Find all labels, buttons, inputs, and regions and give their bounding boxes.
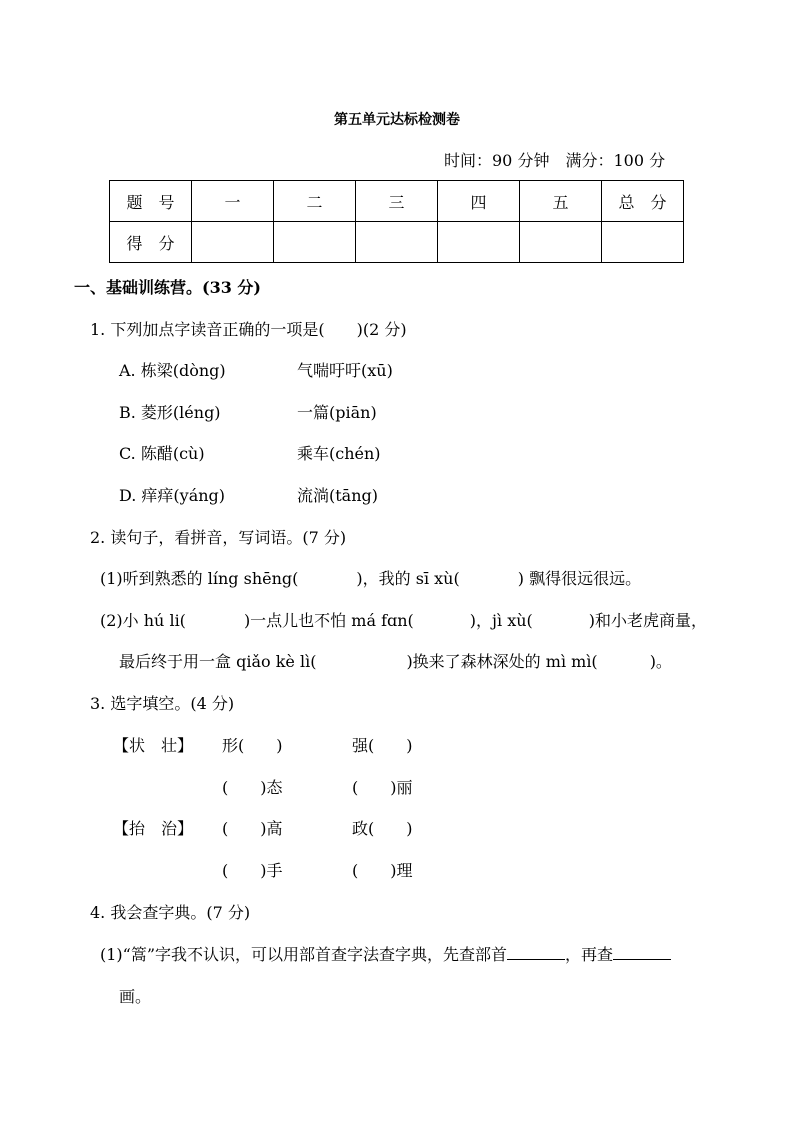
q1-option-c-left: C. 陈醋(cù) [119, 444, 205, 463]
q2-l1-part-a: (1)听到熟悉的 líng shēng( [100, 569, 299, 588]
q1-option-b-left: B. 菱形(léng) [119, 403, 221, 422]
q4-part-1-line-2: 画。 [119, 987, 152, 1006]
q2-line-2 [100, 608, 707, 631]
q2-l2-part-c: )，jì xù( [469, 611, 533, 630]
exam-time: 时间：90 分钟 [444, 151, 550, 170]
q3-blank-li[interactable]: ( )丽 [352, 778, 413, 797]
exam-full-score: 满分：100 分 [565, 151, 666, 170]
q3-blank-gao[interactable]: ( )高 [222, 819, 283, 838]
question-4-stem: 4. 我会查字典。(7 分) [90, 903, 251, 922]
score-table [109, 180, 684, 263]
q2-l3-part-c: )。 [649, 652, 672, 671]
section-heading: 一、基础训练营。(33 分) [74, 278, 261, 297]
exam-title: 第五单元达标检测卷 [334, 112, 460, 128]
score-row-label: 得 分 [110, 222, 192, 263]
question-1-stem: 1. 下列加点字读音正确的一项是( )(2 分) [90, 320, 407, 339]
q1-option-a-left: A. 栋梁(dòng) [119, 361, 226, 380]
score-header-3: 三 [356, 181, 438, 222]
q2-l1-part-c: ) 飘得很远很远。 [517, 569, 642, 588]
score-table-header-row [110, 181, 684, 222]
q4-p1-text-a: (1)“篙”字我不认识，可以用部首查字法查字典，先查部首 [100, 945, 508, 964]
q3-blank-xing[interactable]: 形( ) [222, 736, 283, 755]
q1-option-a-right: 气喘吁吁(xū) [297, 361, 393, 380]
q1-option-c-right: 乘车(chén) [297, 444, 381, 463]
q3-blank-zheng[interactable]: 政( ) [352, 819, 413, 838]
q3-blank-li2[interactable]: ( )理 [352, 861, 413, 880]
q1-option-b-right: 一篇(piān) [297, 403, 377, 422]
score-cell-total[interactable] [602, 222, 684, 263]
score-header-4: 四 [438, 181, 520, 222]
question-2-stem: 2. 读句子，看拼音，写词语。(7 分) [90, 528, 347, 547]
score-header-1: 一 [192, 181, 274, 222]
q2-l2-part-b: )一点儿也不怕 má fɑn( [243, 611, 414, 630]
q2-l2-part-d: )和小老虎商量， [588, 611, 708, 630]
exam-meta [444, 148, 665, 171]
score-cell-4[interactable] [438, 222, 520, 263]
question-3-stem: 3. 选字填空。(4 分) [90, 694, 235, 713]
q2-l3-part-b: )换来了森林深处的 mì mì( [406, 652, 598, 671]
score-cell-5[interactable] [520, 222, 602, 263]
score-cell-1[interactable] [192, 222, 274, 263]
score-cell-2[interactable] [274, 222, 356, 263]
q2-line-3 [119, 649, 672, 672]
q3-group-1-label: 【状 壮】 [113, 736, 194, 755]
score-header-total: 总 分 [602, 181, 684, 222]
q4-blank-radical[interactable] [507, 945, 565, 960]
q4-blank-strokes[interactable] [613, 945, 671, 960]
q2-l1-part-b: )，我的 sī xù( [356, 569, 460, 588]
q1-option-d-left: D. 痒痒(yáng) [119, 486, 226, 505]
score-cell-3[interactable] [356, 222, 438, 263]
q4-part-1-line [100, 942, 671, 965]
q3-blank-shou[interactable]: ( )手 [222, 861, 283, 880]
score-header-label: 题 号 [110, 181, 192, 222]
score-header-2: 二 [274, 181, 356, 222]
score-table-score-row [110, 222, 684, 263]
q3-blank-tai[interactable]: ( )态 [222, 778, 283, 797]
q3-group-2-label: 【抬 治】 [113, 819, 194, 838]
q2-line-1 [100, 566, 641, 589]
q2-l3-part-a: 最后终于用一盒 qiǎo kè lì( [119, 652, 317, 671]
q4-p1-text-b: ，再查 [565, 945, 614, 964]
q2-l2-part-a: (2)小 hú li( [100, 611, 186, 630]
q1-option-d-right: 流淌(tāng) [297, 486, 379, 505]
q3-blank-qiang[interactable]: 强( ) [352, 736, 413, 755]
score-header-5: 五 [520, 181, 602, 222]
